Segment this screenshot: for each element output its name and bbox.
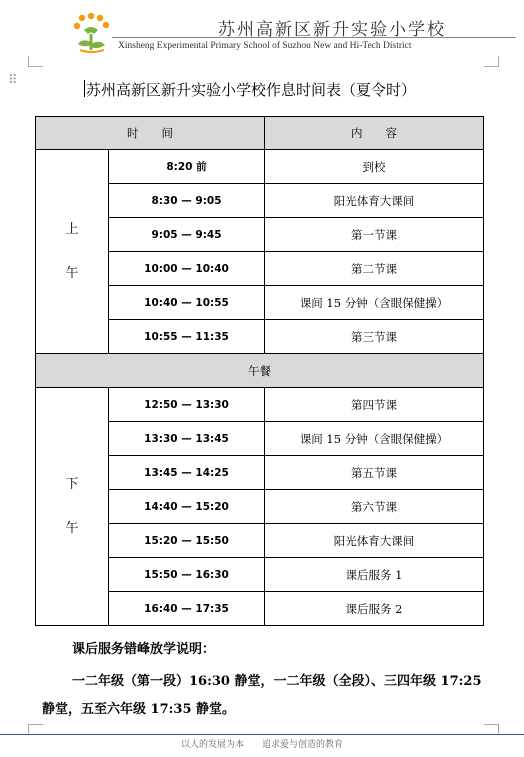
time-cell: 8:30 — 9:05	[109, 184, 265, 218]
period-afternoon	[36, 388, 109, 626]
footer-rule	[0, 734, 524, 735]
content-cell: 第三节课	[265, 320, 484, 354]
content-cell: 第四节课	[265, 388, 484, 422]
time-cell: 16:40 — 17:35	[109, 592, 265, 626]
text-cursor	[84, 80, 85, 97]
table-row	[36, 150, 484, 184]
time-cell: 14:40 — 15:20	[109, 490, 265, 524]
header-time: 时 间	[36, 117, 265, 150]
margin-corner-top-left	[28, 56, 43, 67]
time-cell: 10:40 — 10:55	[109, 286, 265, 320]
content-cell: 第一节课	[265, 218, 484, 252]
schedule-table	[35, 116, 484, 626]
time-cell: 15:20 — 15:50	[109, 524, 265, 558]
time-cell: 8:20 前	[109, 150, 265, 184]
header-content: 内 容	[265, 117, 484, 150]
content-cell: 到校	[265, 150, 484, 184]
period-morning	[36, 150, 109, 354]
period-label: 下	[65, 476, 79, 492]
footer-motto: 以人的发展为本 追求爱与创造的教育	[180, 740, 343, 750]
note-heading[interactable]: 课后服务错峰放学说明：	[72, 642, 216, 657]
time-cell: 13:45 — 14:25	[109, 456, 265, 490]
note-body[interactable]: 一二年级（第一段）16:30 静堂，一二年级（全段）、三四年级 17:25 静堂，五至六年级 17:35 静堂。	[42, 674, 482, 717]
period-label: 午	[65, 265, 79, 281]
document-title[interactable]: 苏州高新区新升实验小学校作息时间表（夏令时）	[86, 81, 417, 99]
time-cell: 9:05 — 9:45	[109, 218, 265, 252]
time-cell: 10:00 — 10:40	[109, 252, 265, 286]
period-label: 上	[65, 221, 79, 237]
lunch-cell: 午餐	[36, 354, 484, 388]
content-cell: 第五节课	[265, 456, 484, 490]
school-name-cn: 苏州高新区新升实验小学校	[218, 20, 446, 40]
period-label: 午	[65, 520, 79, 536]
table-row	[36, 388, 484, 422]
content-cell: 课后服务 2	[265, 592, 484, 626]
table-header-row	[36, 117, 484, 150]
content-cell: 第二节课	[265, 252, 484, 286]
time-cell: 10:55 — 11:35	[109, 320, 265, 354]
time-cell: 15:50 — 16:30	[109, 558, 265, 592]
content-cell: 课后服务 1	[265, 558, 484, 592]
school-name-en: Xinsheng Experimental Primary School of Suzhou New and Hi-Tech District	[118, 41, 412, 51]
content-cell: 第六节课	[265, 490, 484, 524]
content-cell: 课间 15 分钟（含眼保健操）	[265, 286, 484, 320]
school-logo	[72, 12, 112, 54]
content-cell: 课间 15 分钟（含眼保健操）	[265, 422, 484, 456]
lunch-row	[36, 354, 484, 388]
drag-handle-icon[interactable]: ⠿	[8, 73, 18, 88]
content-cell: 阳光体育大课间	[265, 184, 484, 218]
margin-corner-top-right	[484, 56, 499, 67]
time-cell: 12:50 — 13:30	[109, 388, 265, 422]
time-cell: 13:30 — 13:45	[109, 422, 265, 456]
content-cell: 阳光体育大课间	[265, 524, 484, 558]
